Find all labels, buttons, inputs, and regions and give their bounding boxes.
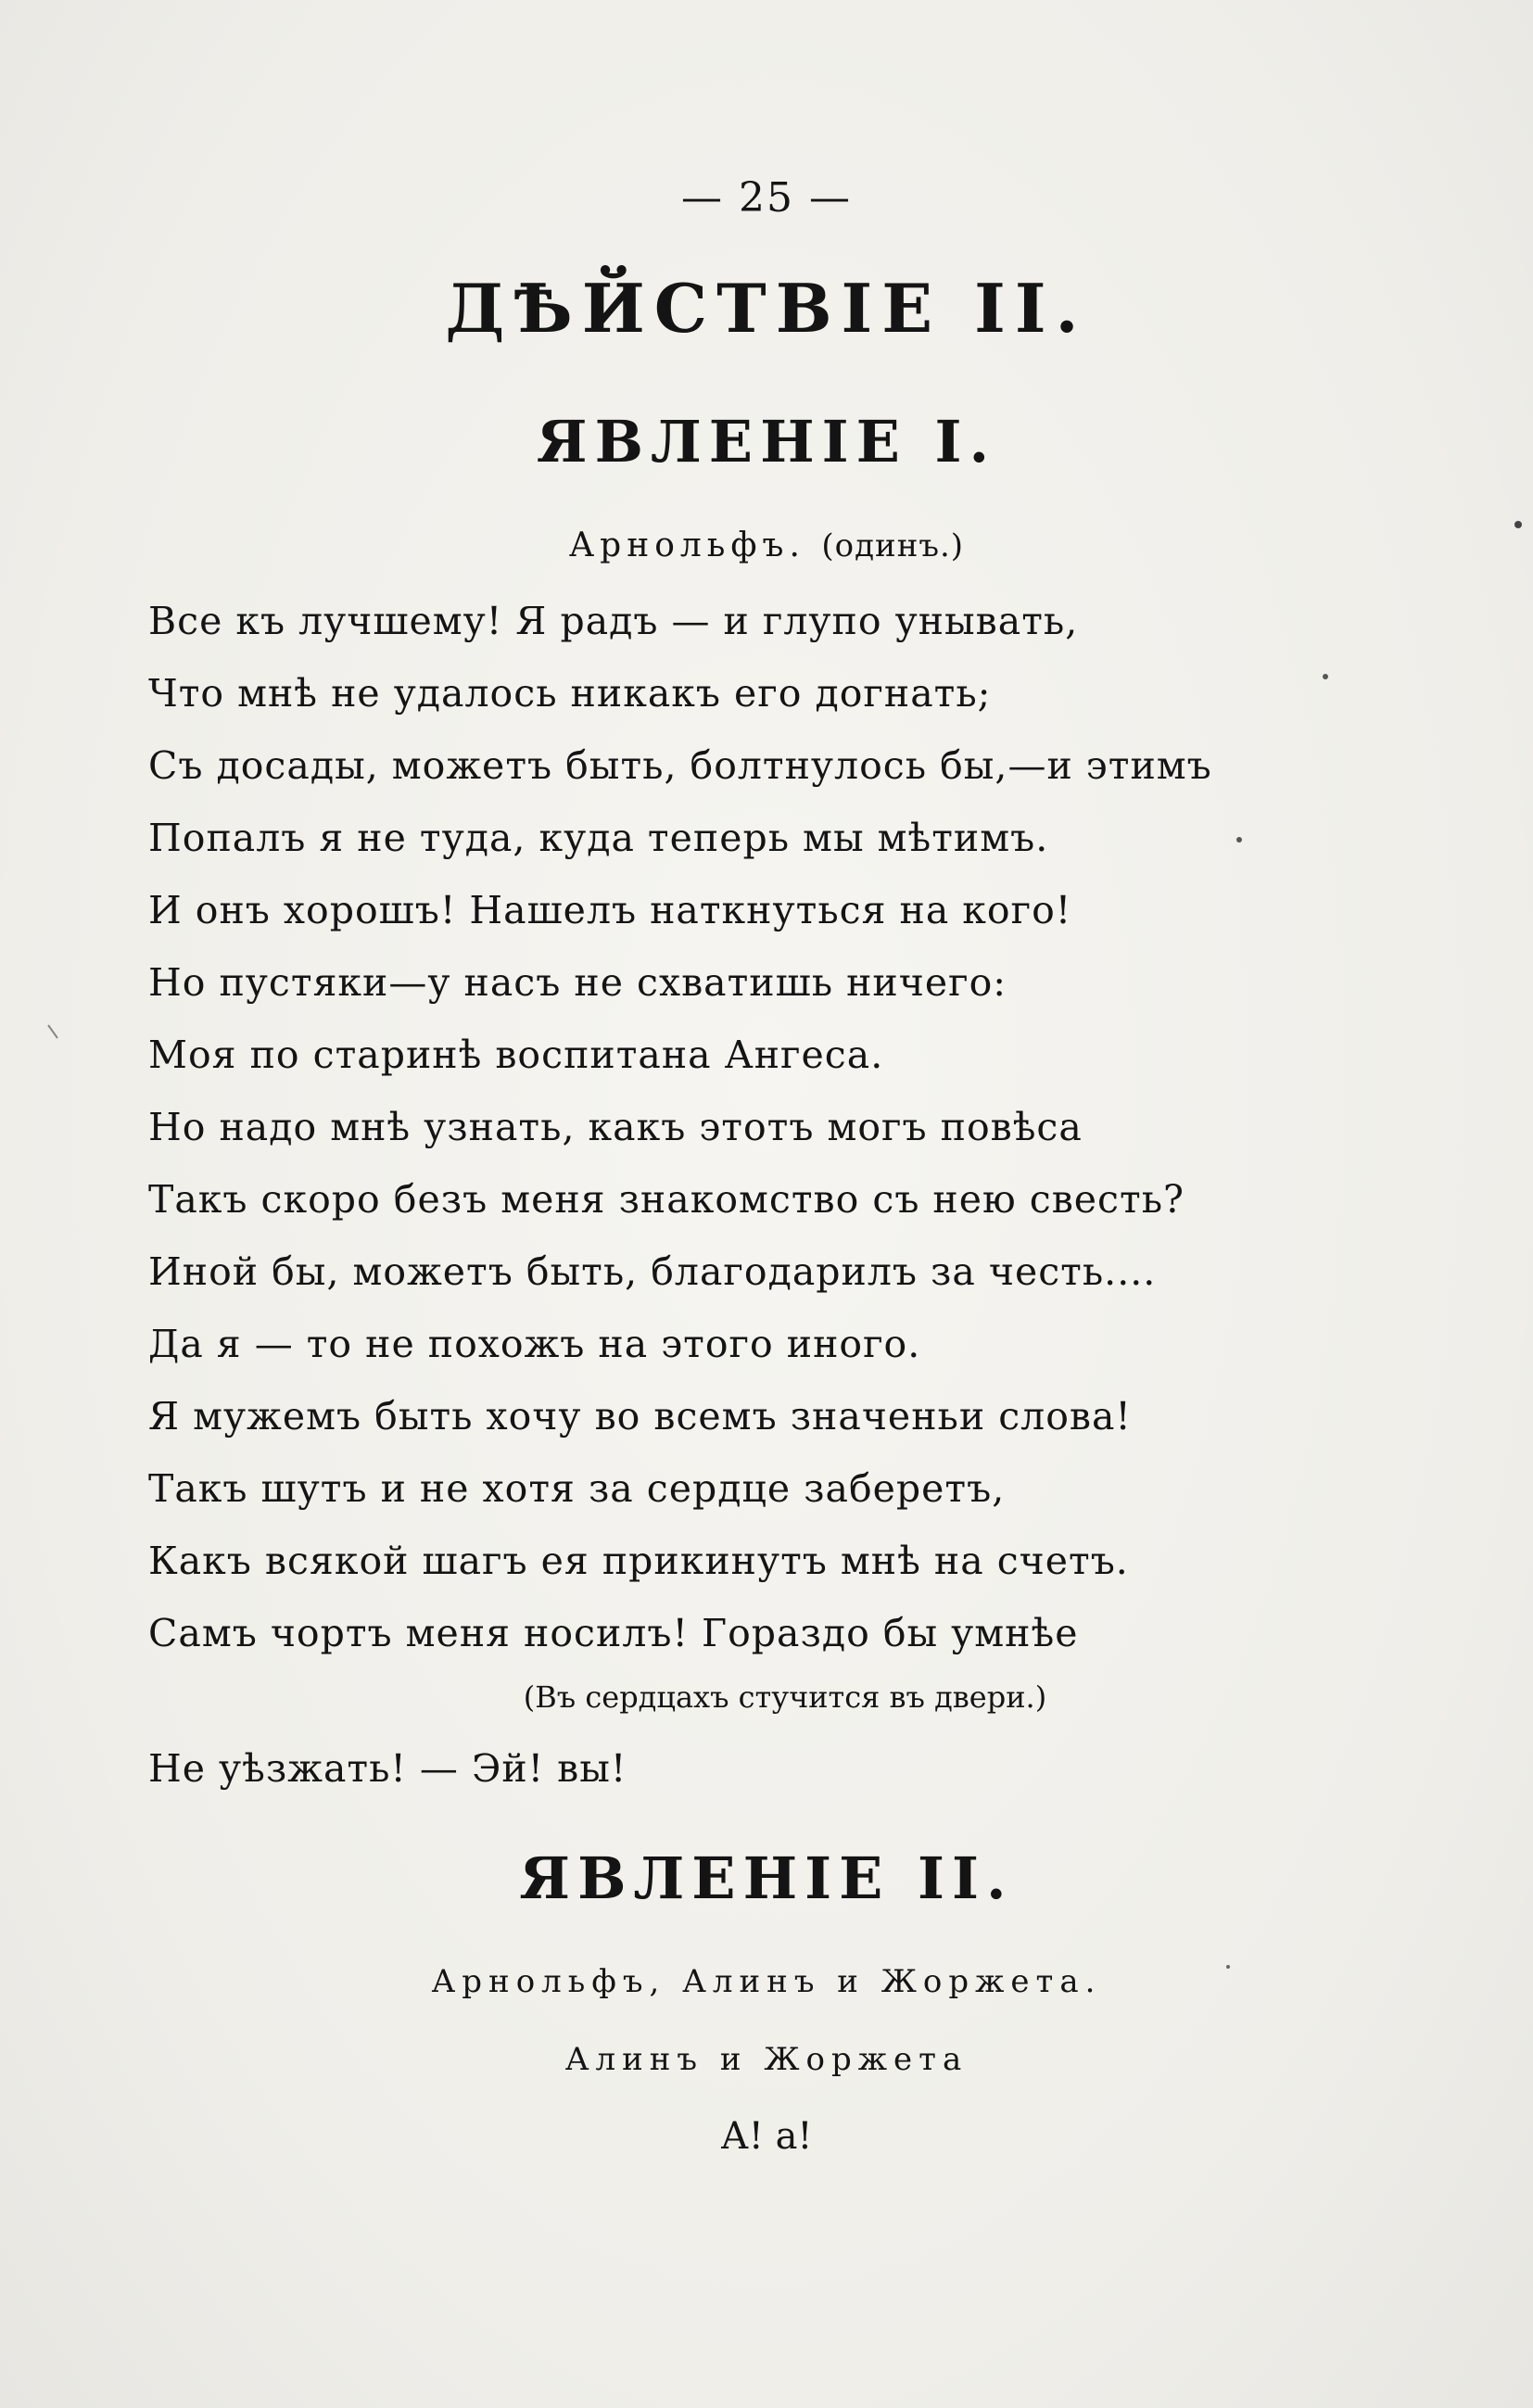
verse-line: Я мужемъ быть хочу во всемъ значеньи слова! <box>148 1394 1132 1438</box>
verse-line: Да я — то не похожъ на этого иного. <box>148 1322 921 1366</box>
scene-1-title: ЯВЛЕНІЕ I. <box>536 408 997 475</box>
verse-line: Что мнѣ не удалось никакъ его догнать; <box>148 671 992 716</box>
scene-2-title: ЯВЛЕНІЕ II. <box>519 1844 1014 1912</box>
verse-line: Какъ всякой шагъ ея прикинутъ мнѣ на счетъ. <box>148 1539 1129 1583</box>
scene-2-speakers: Алинъ и Жоржета <box>564 2041 969 2078</box>
speaker-name: Арнольфъ. <box>568 526 805 564</box>
scene-2-exclaim: А! а! <box>720 2115 813 2158</box>
verse-line-last: Не уѣзжать! — Эй! вы! <box>148 1746 627 1791</box>
stage-direction: (Въ сердцахъ стучится въ двери.) <box>523 1679 1047 1715</box>
verse-line: Съ досады, можетъ быть, болтнулось бы,—и этимъ <box>148 743 1212 788</box>
verse-line: Самъ чортъ меня носилъ! Гораздо бы умнѣе <box>148 1611 1079 1655</box>
scene-1-speaker <box>0 526 1533 564</box>
verse-line: Но пустяки—у насъ не схватишь ничего: <box>148 960 1007 1005</box>
page-number: — 25 — <box>681 174 852 222</box>
speaker-note: (одинъ.) <box>821 527 965 564</box>
verse-line: Попалъ я не туда, куда теперь мы мѣтимъ. <box>148 816 1049 860</box>
act-title: ДѢЙСТВІЕ II. <box>445 269 1088 348</box>
verse-line: Такъ шутъ и не хотя за сердце заберетъ, <box>148 1466 1006 1511</box>
verse-line: И онъ хорошъ! Нашелъ наткнуться на кого! <box>148 888 1072 932</box>
verse-line: Моя по старинѣ воспитана Ангеса. <box>148 1033 884 1077</box>
verse-line: Но надо мнѣ узнать, какъ этотъ могъ повѣса <box>148 1105 1083 1149</box>
verse-line: Такъ скоро безъ меня знакомство съ нею свесть? <box>148 1177 1185 1222</box>
verse-line: Иной бы, можетъ быть, благодарилъ за честь.... <box>148 1249 1157 1294</box>
verse-line: Все къ лучшему! Я радъ — и глупо унывать, <box>148 599 1079 643</box>
scene-2-cast: Арнольфъ, Алинъ и Жоржета. <box>431 1963 1102 2000</box>
